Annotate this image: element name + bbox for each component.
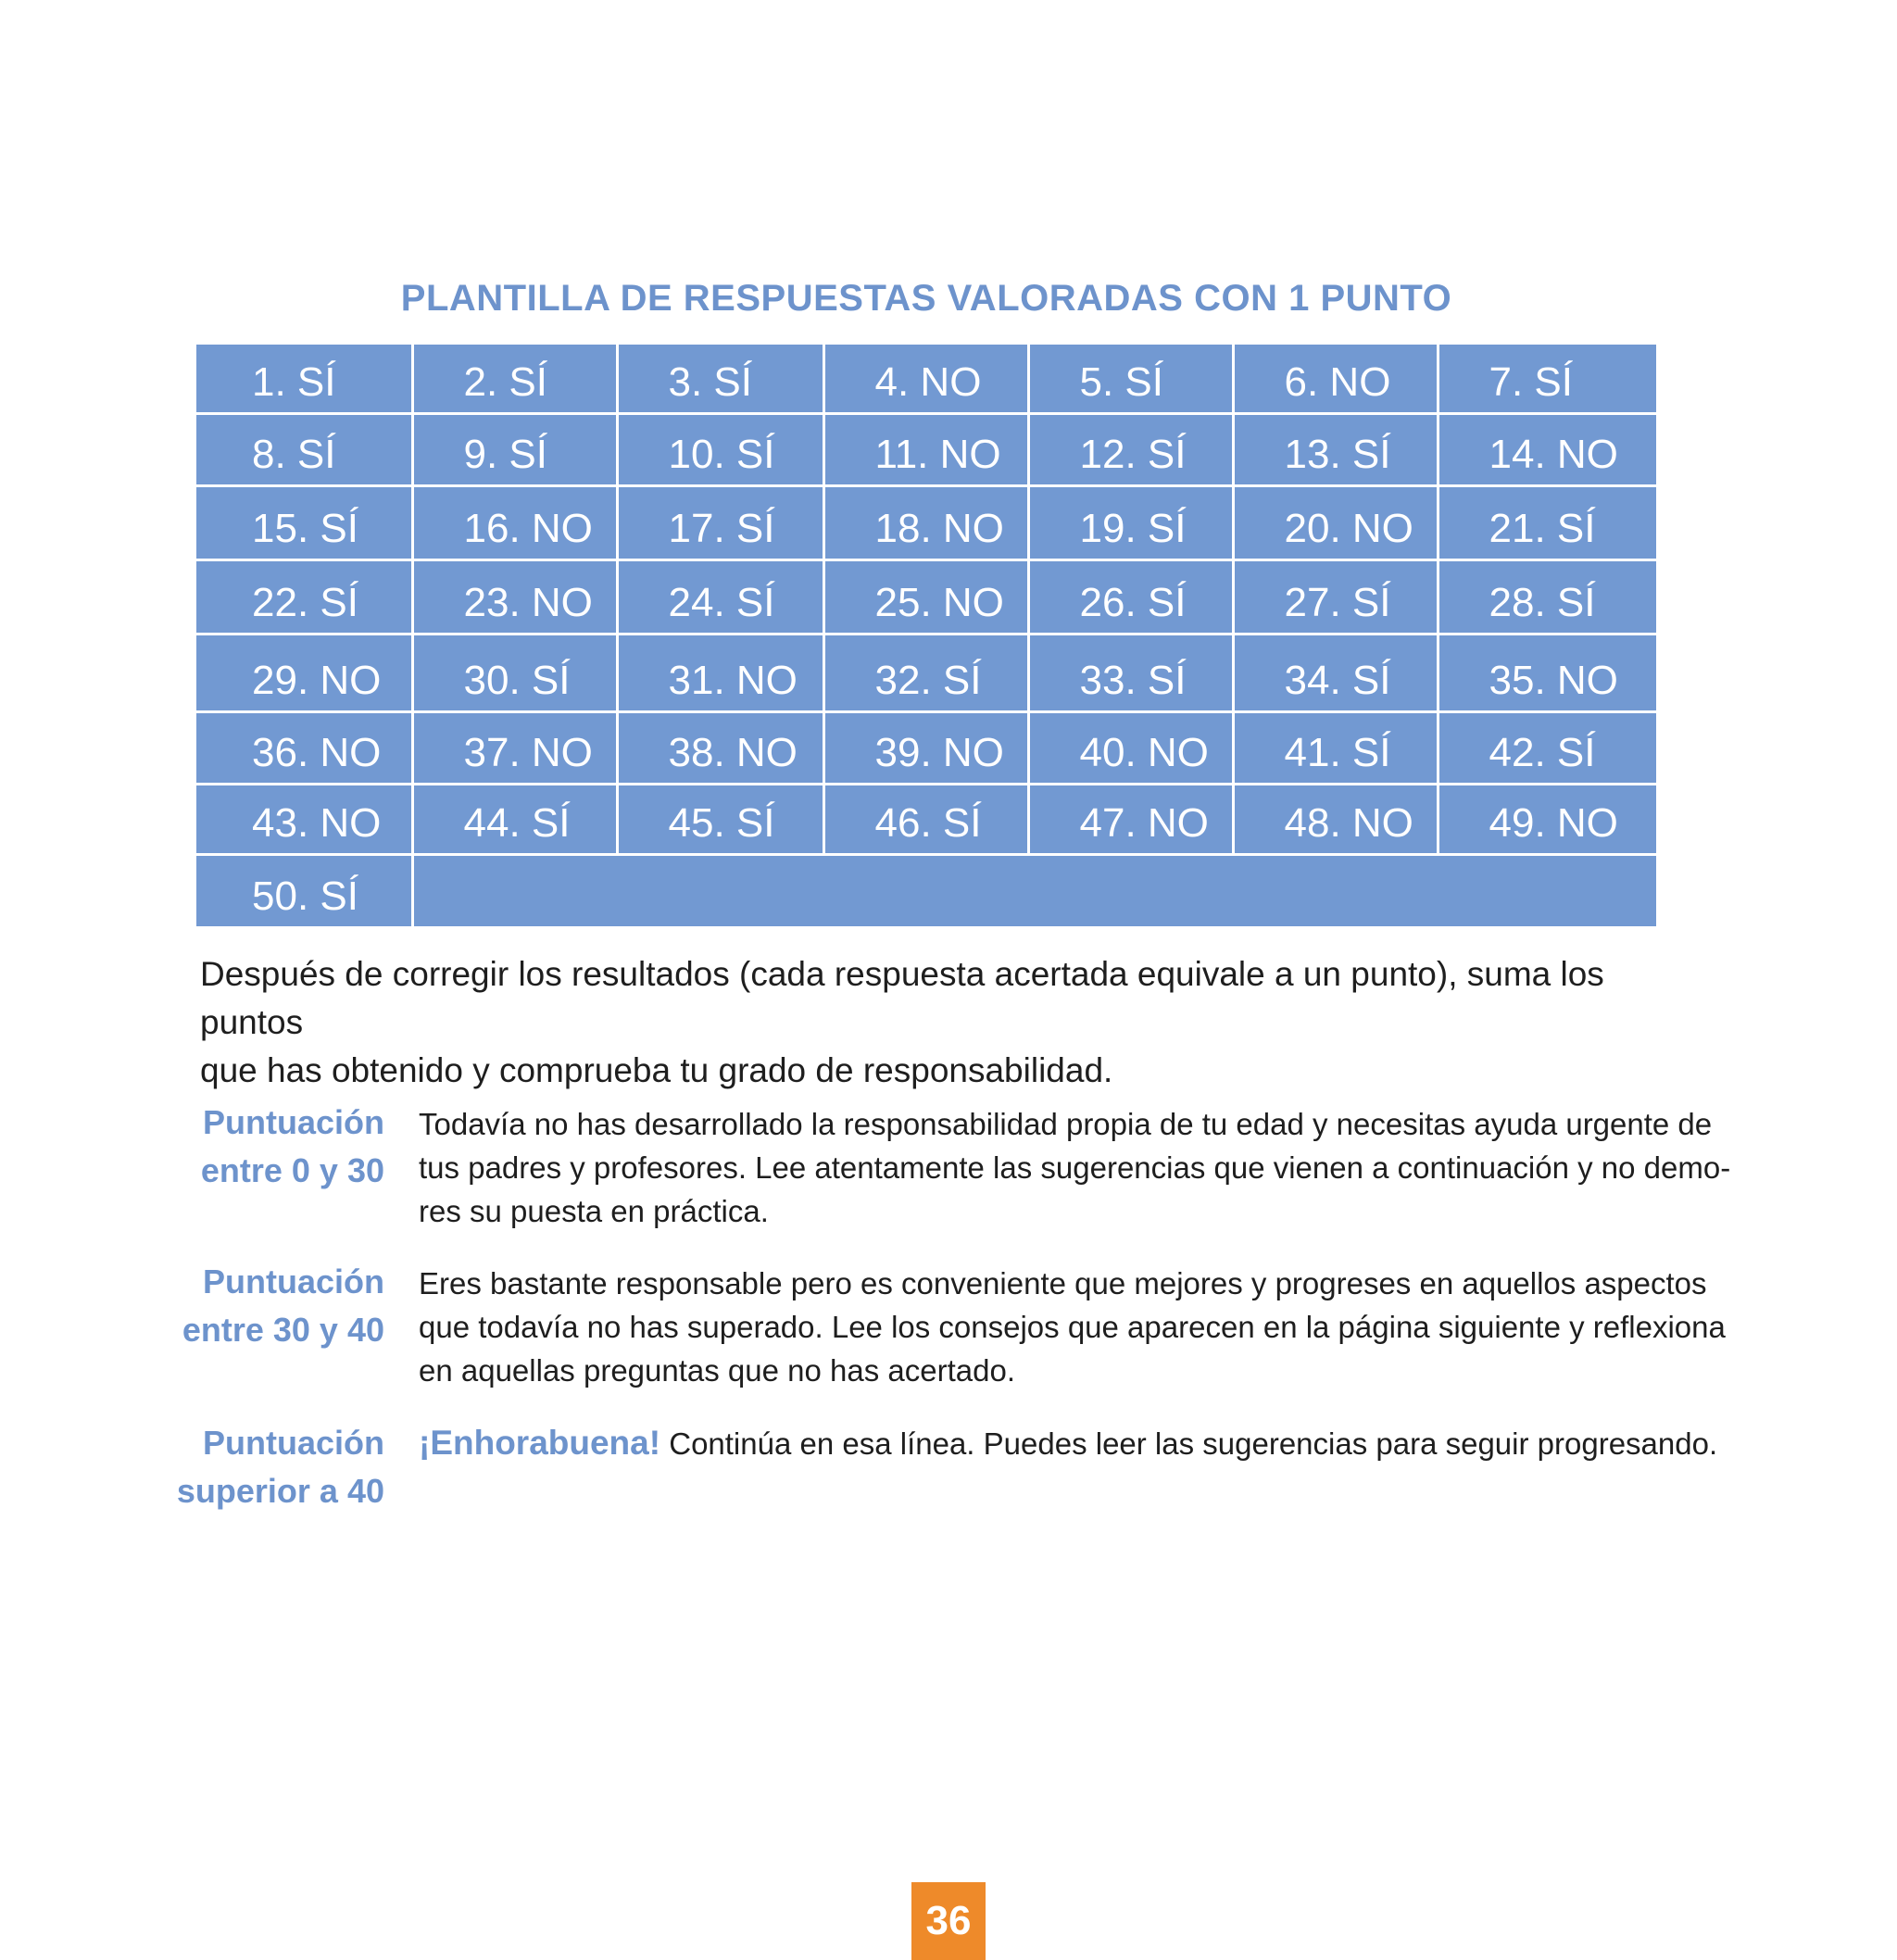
empty-cell	[412, 854, 1656, 926]
answer-cell: 26. SÍ	[1028, 559, 1233, 634]
answer-cell: 25. NO	[823, 559, 1028, 634]
score-text-line: que todavía no has superado. Lee los consejos que aparecen en la página siguiente y reflexiona	[419, 1310, 1726, 1344]
answer-cell: 37. NO	[412, 711, 617, 784]
score-label	[139, 1099, 384, 1195]
answer-cell: 43. NO	[196, 784, 412, 854]
intro-paragraph	[200, 950, 1682, 1095]
answer-cell: 3. SÍ	[617, 345, 823, 413]
score-text-line: tus padres y profesores. Lee atentamente las sugerencias que vienen a continuación y no demo-	[419, 1150, 1731, 1185]
answer-cell: 14. NO	[1438, 413, 1656, 485]
congrats-highlight: ¡Enhorabuena!	[419, 1424, 661, 1462]
answer-row	[196, 854, 1656, 926]
answer-cell: 45. SÍ	[617, 784, 823, 854]
answer-cell: 12. SÍ	[1028, 413, 1233, 485]
score-text-line: Eres bastante responsable pero es conveniente que mejores y progreses en aquellos aspectos	[419, 1266, 1707, 1300]
intro-line: Después de corregir los resultados (cada respuesta acertada equivale a un punto), suma los puntos	[200, 955, 1604, 1041]
answer-row	[196, 784, 1656, 854]
answer-cell: 23. NO	[412, 559, 617, 634]
answer-cell: 4. NO	[823, 345, 1028, 413]
intro-line: que has obtenido y comprueba tu grado de responsabilidad.	[200, 1051, 1113, 1089]
answer-cell: 50. SÍ	[196, 854, 412, 926]
score-text-line: en aquellas preguntas que no has acertado.	[419, 1353, 1015, 1388]
answer-cell: 10. SÍ	[617, 413, 823, 485]
answer-cell: 38. NO	[617, 711, 823, 784]
answer-cell: 34. SÍ	[1233, 634, 1438, 711]
score-label-line: Puntuación	[203, 1263, 384, 1300]
answer-cell: 39. NO	[823, 711, 1028, 784]
answer-cell: 13. SÍ	[1233, 413, 1438, 485]
answer-row	[196, 413, 1656, 485]
answer-cell: 16. NO	[412, 485, 617, 559]
answer-cell: 42. SÍ	[1438, 711, 1656, 784]
answer-cell: 48. NO	[1233, 784, 1438, 854]
answer-cell: 40. NO	[1028, 711, 1233, 784]
answer-cell: 44. SÍ	[412, 784, 617, 854]
answer-row	[196, 559, 1656, 634]
score-label	[139, 1258, 384, 1354]
score-label-line: superior a 40	[176, 1472, 384, 1510]
answer-cell: 22. SÍ	[196, 559, 412, 634]
answer-row	[196, 485, 1656, 559]
answer-cell: 9. SÍ	[412, 413, 617, 485]
score-text-line: res su puesta en práctica.	[419, 1194, 769, 1228]
answer-cell: 41. SÍ	[1233, 711, 1438, 784]
answer-cell: 5. SÍ	[1028, 345, 1233, 413]
answer-cell: 19. SÍ	[1028, 485, 1233, 559]
answer-cell: 28. SÍ	[1438, 559, 1656, 634]
answer-cell: 32. SÍ	[823, 634, 1028, 711]
answer-cell: 2. SÍ	[412, 345, 617, 413]
answer-cell: 33. SÍ	[1028, 634, 1233, 711]
score-label-line: entre 30 y 40	[182, 1311, 384, 1349]
answer-cell: 6. NO	[1233, 345, 1438, 413]
answer-cell: 24. SÍ	[617, 559, 823, 634]
answer-table	[196, 345, 1656, 926]
answer-cell: 15. SÍ	[196, 485, 412, 559]
answer-cell: 49. NO	[1438, 784, 1656, 854]
score-label-line: Puntuación	[203, 1103, 384, 1141]
score-label-line: entre 0 y 30	[200, 1151, 384, 1189]
answer-cell: 11. NO	[823, 413, 1028, 485]
answer-cell: 27. SÍ	[1233, 559, 1438, 634]
answer-cell: 7. SÍ	[1438, 345, 1656, 413]
score-text-line: Todavía no has desarrollado la responsabilidad propia de tu edad y necesitas ayuda urgente de	[419, 1107, 1713, 1141]
answer-cell: 1. SÍ	[196, 345, 412, 413]
answer-cell: 46. SÍ	[823, 784, 1028, 854]
answer-cell: 18. NO	[823, 485, 1028, 559]
score-label	[139, 1419, 384, 1515]
answer-cell: 29. NO	[196, 634, 412, 711]
answer-cell: 35. NO	[1438, 634, 1656, 711]
answer-cell: 30. SÍ	[412, 634, 617, 711]
answer-cell: 20. NO	[1233, 485, 1438, 559]
answer-row	[196, 711, 1656, 784]
page-title: PLANTILLA DE RESPUESTAS VALORADAS CON 1 PUNTO	[400, 278, 1452, 319]
score-description	[419, 1421, 1734, 1465]
score-description	[419, 1262, 1734, 1392]
answer-cell: 8. SÍ	[196, 413, 412, 485]
answer-cell: 21. SÍ	[1438, 485, 1656, 559]
page-number-badge: 36	[911, 1882, 986, 1960]
answer-cell: 47. NO	[1028, 784, 1233, 854]
score-label-line: Puntuación	[203, 1424, 384, 1462]
answer-row	[196, 634, 1656, 711]
answer-row	[196, 345, 1656, 413]
answer-cell: 17. SÍ	[617, 485, 823, 559]
score-description	[419, 1102, 1734, 1233]
answer-cell: 36. NO	[196, 711, 412, 784]
score-text: Continúa en esa línea. Puedes leer las sugerencias para seguir progresando.	[660, 1426, 1718, 1461]
answer-cell: 31. NO	[617, 634, 823, 711]
